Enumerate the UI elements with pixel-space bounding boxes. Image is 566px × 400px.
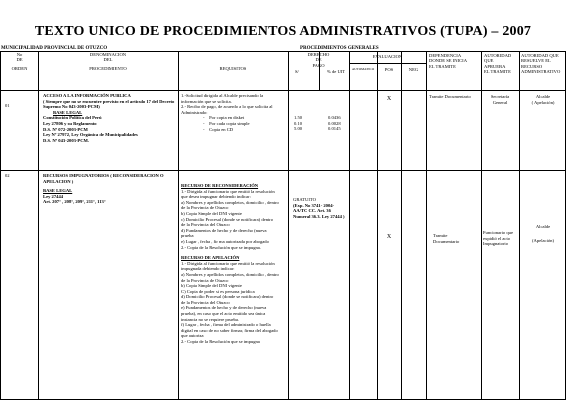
row1-resuelve: Alcalde ( Apelación) xyxy=(531,94,555,105)
header-neg: NEG xyxy=(408,67,419,72)
column-divider xyxy=(178,52,179,399)
row2-number: 02 xyxy=(5,173,10,178)
column-divider xyxy=(401,52,402,399)
section-label: PROCEDIMIENTOS GENERALES xyxy=(300,46,379,51)
row2-requirements: RECURSO DE RECONSIDERACIÓN 1.- Dirigida al funcionario que emitió la resolución que desea impugnar debiendo indicar: a) Nombres y apellidos completos, domicilio , dentro de la Provincia de Otuzco b) Copia Simple del DNI vigente c) Domicilio Procesal (donde se notificara) dentro de la Provincia del Otuzco d) Fundamentos de hecho y de derecho (nueva prueba e) Lugar , fecha , fir ma autorizada por abogado 2.- Copia de la Resolución que se impugna. RECURSO DE APELACIÓN 1.- Dirigida al funcionario que emitió la resolución impugnada debiendo indicar: a) Nombres y apellidos completos, domicilio , dentro de la Provincia de Otuzco b) Copia Simple del DNI vigente C) Copia de poder si es persona jurídica d) Domicilio Procesal (donde se notificara) dentro de la Provincia del Otuzco e) Fundamentos de hecho y de derecho (nueva prueba), en caso que el acto emitido sea única instancia no se requiere prueba. f) Lugar , fecha , firma del administrado o huella digital en caso de no saber firmar, firma del abogado que autoriza 2.- Copia de la Resolución que se impugna xyxy=(181,183,279,345)
row2-eval-mark: X xyxy=(386,234,392,240)
header-automatico: AUTOMATICO xyxy=(351,67,375,71)
header-soles: S/ xyxy=(295,69,299,74)
header-dependencia: DEPENDENCIA DONDE SE INICIA EL TRAMITE xyxy=(429,53,468,69)
row-divider xyxy=(1,170,565,171)
header-order: No DE ORDEN xyxy=(11,52,28,71)
row2-resuelve: Alcalde (Apelación) xyxy=(532,224,554,243)
page-title: TEXTO UNICO DE PROCEDIMIENTOS ADMINISTRATIVOS (TUPA) – 2007 xyxy=(34,24,532,39)
header-derecho: DERECHO DE PAGO xyxy=(307,52,330,68)
row1-autoridad: Secretaría General xyxy=(490,94,510,105)
header-pos: POS xyxy=(384,67,394,72)
column-divider xyxy=(377,52,378,399)
row2-payment: GRATUITO (Exp. No 3741- 2004- AA/TC CC. Art. 36 Numeral 36.3. Ley 27444 ) xyxy=(293,197,345,219)
row1-requirements: 1.-Solicitud dirigida al Alcalde precisando la información que se solicita. 2.- Recibo de pago, de acuerdo a lo que solicita al Administrado: - Por copia en disket - Por cada copia simple - Copia en CD xyxy=(181,93,273,132)
row2-autoridad: Funcionario que expidió el acto Impugnatorio xyxy=(483,230,513,247)
header-denominacion: DENOMINACION DEL PROCEDIMIENTO xyxy=(89,52,127,71)
row1-number: 01 xyxy=(5,103,10,108)
row1-eval-mark: X xyxy=(386,96,392,102)
reconsideration-heading: RECURSO DE RECONSIDERACIÓN xyxy=(181,183,259,188)
header-divider xyxy=(349,63,426,64)
row2-procedure: RECURSOS IMPUGNATORIOS ( RECONSIDERACION O APELACION ) BASE LEGAL Ley 27444 Art. 207° , 208°, 209°, 211°, 113° xyxy=(43,173,164,205)
header-autoridad: AUTORIDAD QUE APRUEBA EL TRAMITE xyxy=(484,53,512,75)
header-bottom-line xyxy=(1,90,565,91)
header-requisitos: REQUISITOS xyxy=(219,66,247,71)
municipality-label: MUNICIPALIDAD PROVINCIAL DE OTUZCO xyxy=(1,46,108,51)
tupa-table xyxy=(0,51,566,400)
column-divider xyxy=(288,52,289,399)
row1-cost-soles: 1.50 0.10 5.00 xyxy=(294,115,303,132)
header-evaluacion: EVALUACION xyxy=(372,54,403,59)
header-resuelve: AUTORIDAD QUE RESUELVE EL RECURSO ADMINISTRATIVO xyxy=(521,53,561,75)
row1-procedure: ACCESO A LA INFORMACIÓN PUBLICA ( Siempre que no se encuentre previsto en el artículo 17 del Decreto Supremo No 043-2003-PCM) BASE LEGAL Constitución Política del Perú Ley 27806 y su Reglamento D.S. Nº 072-2003-PCM Ley Nº 27972, Ley Orgánica de Municipalidades D.S. Nº 043-2003-PCM. xyxy=(43,93,175,143)
column-divider xyxy=(349,52,350,399)
header-uit: % de UIT xyxy=(327,69,346,74)
column-divider xyxy=(426,52,427,399)
row2-dependencia: Tramite Documentario xyxy=(433,233,460,244)
row1-dependencia: Tramite Documentario xyxy=(429,94,471,99)
column-divider xyxy=(38,52,39,399)
row1-cost-uit: 0.0436 0.0028 0.0145 xyxy=(328,115,341,132)
appeal-heading: RECURSO DE APELACIÓN xyxy=(181,255,240,261)
